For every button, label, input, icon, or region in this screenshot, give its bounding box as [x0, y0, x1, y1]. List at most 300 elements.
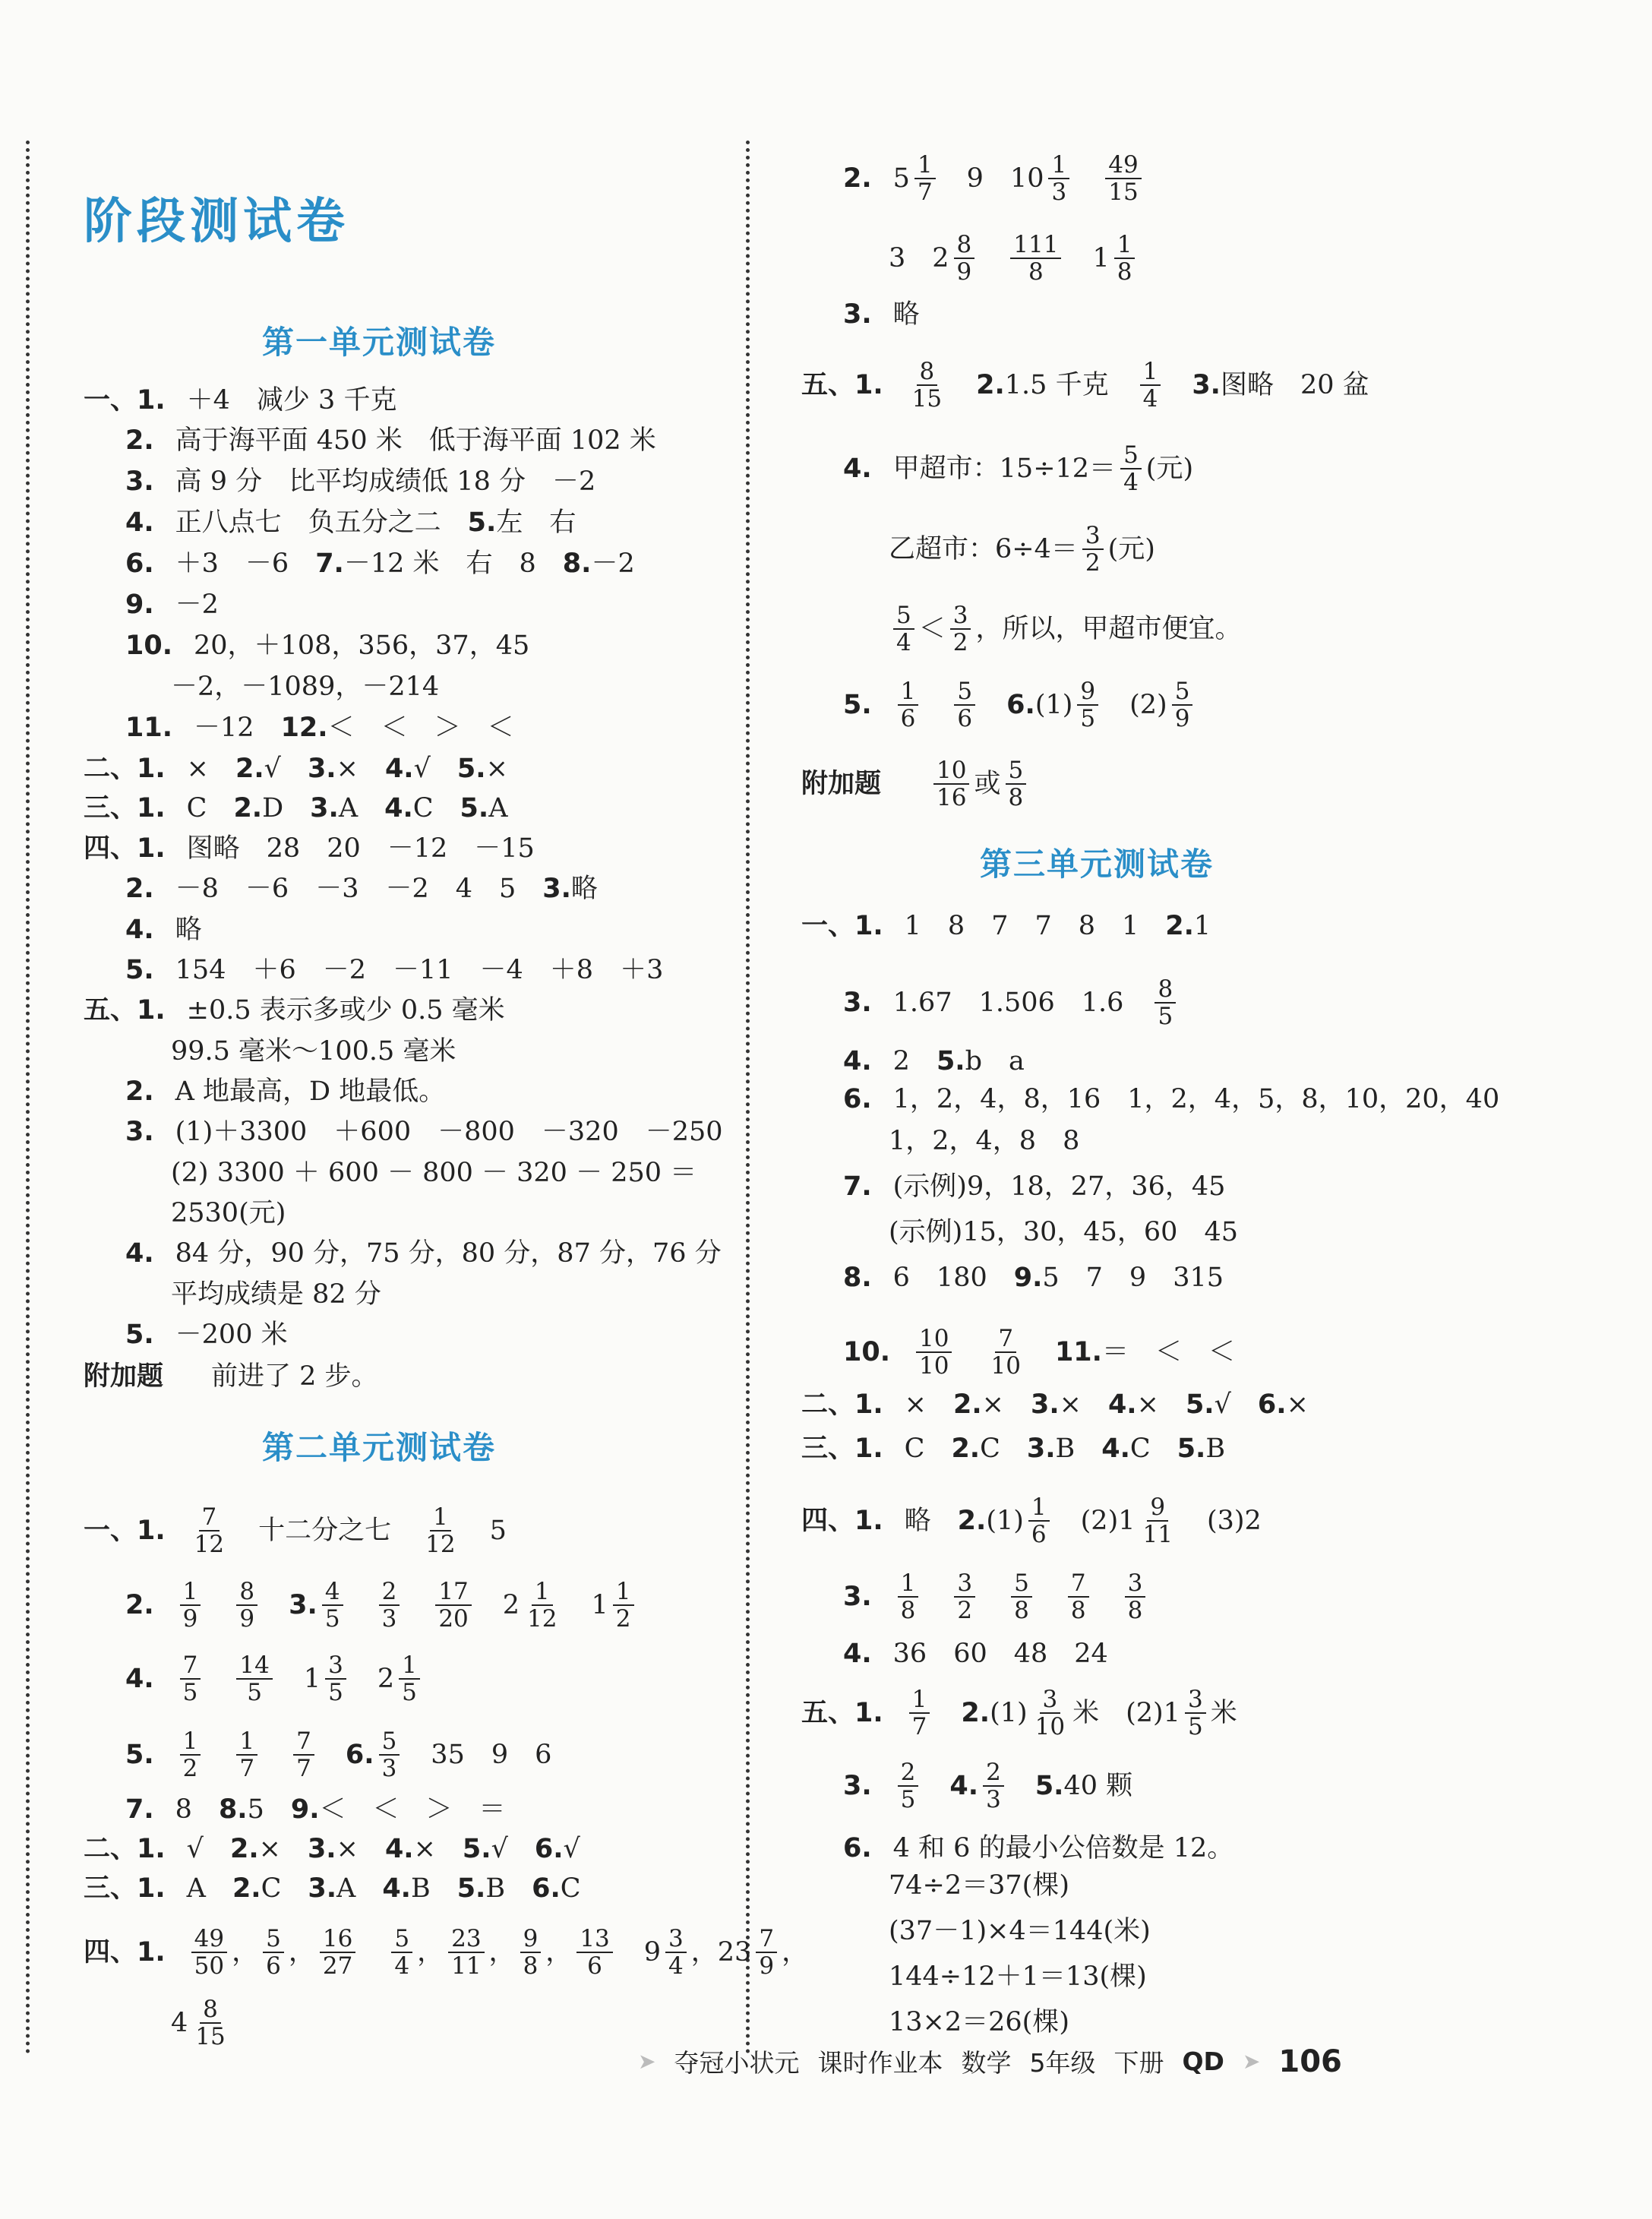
- question-number: 4.: [843, 1046, 872, 1076]
- answer-text: [1165, 368, 1192, 402]
- answer-text: [979, 242, 1006, 275]
- question-number: 三、1.: [84, 793, 166, 823]
- answer-text: √: [186, 1834, 230, 1864]
- answer-text: 正八点七 负五分之二: [175, 507, 468, 538]
- answer-line-u3-5-6e: [889, 2006, 1069, 2039]
- answer-text: ×: [258, 1834, 308, 1864]
- answer-line-u1-5-3b: [171, 1156, 696, 1190]
- answer-text: ＝ ＜ ＜: [1101, 1337, 1235, 1367]
- fraction: $\frac{1}{2}$: [180, 1728, 201, 1781]
- answer-text: (1)＋3300 ＋600 －800 －320 －250: [175, 1117, 723, 1147]
- question-number: 3.: [125, 1117, 154, 1147]
- footer-book: 课时作业本: [817, 2048, 943, 2078]
- question-number: 5.: [460, 793, 489, 823]
- fraction: $\frac{1}{6}$: [898, 678, 919, 732]
- question-number: 2.: [951, 1433, 981, 1464]
- answer-line-u3-1-1: [801, 909, 1211, 943]
- answer-text: B: [485, 1873, 532, 1904]
- question-number: 3.: [843, 1582, 872, 1612]
- answer-text: ×: [336, 1834, 385, 1864]
- question-number: 2.: [957, 1506, 987, 1536]
- answer-text: ，所以，甲超市便宜。: [975, 614, 1242, 644]
- answer-line-u1-1-3: [125, 465, 595, 498]
- answer-text: 1: [564, 1590, 608, 1620]
- question-number: 6.: [532, 1873, 561, 1904]
- answer-text: b a: [965, 1046, 1025, 1076]
- answer-line-u1-5-5: [125, 1318, 288, 1351]
- answer-text: 5: [892, 163, 910, 194]
- center-divider-dots: [746, 141, 750, 2055]
- fraction: $\frac{3}{8}$: [1125, 1570, 1146, 1623]
- question-number: 3.: [308, 1873, 337, 1904]
- answer-text: (示例)9，18，27，36，45: [892, 1171, 1226, 1202]
- question-number: 2.: [125, 1590, 154, 1620]
- question-number: 9.: [125, 590, 154, 620]
- answer-text: C: [904, 1433, 952, 1464]
- question-number: 9.: [1013, 1263, 1043, 1293]
- answer-line-u1-5-3c: [171, 1196, 286, 1230]
- question-number: 2.: [233, 793, 263, 823]
- answer-text: 1，2，4，8 8: [889, 1126, 1080, 1156]
- answer-line-u3-4-1: [801, 1494, 1262, 1547]
- answer-text: (2) 3300 ＋ 600 － 800 － 320 － 250 ＝: [171, 1158, 697, 1188]
- answer-text: 1 8 7 7 8 1: [904, 911, 1166, 941]
- fraction: $\frac{14}{5}$: [236, 1652, 272, 1705]
- answer-text: 米: [1210, 1698, 1237, 1728]
- answer-line-u3-5-6c: [889, 1914, 1151, 1948]
- answer-text: √: [563, 1834, 580, 1864]
- question-number: 6.: [843, 1833, 872, 1863]
- answer-text: (元): [1107, 534, 1155, 564]
- answer-text: [1074, 162, 1101, 195]
- answer-line-u3-5-6b: [889, 1869, 1069, 1902]
- answer-text: [348, 1588, 374, 1622]
- answer-text: C: [980, 1433, 1027, 1464]
- fraction: $\frac{5}{3}$: [379, 1728, 400, 1781]
- question-number: 4.: [125, 507, 154, 538]
- fraction: $\frac{1}{12}$: [527, 1578, 558, 1633]
- answer-text: 154 ＋6 －2 －11 －4 ＋8 ＋3: [175, 955, 664, 985]
- answer-line-u2-1-2: [125, 1579, 639, 1632]
- question-number: 4.: [382, 1873, 411, 1904]
- fraction: $\frac{5}{4}$: [1120, 442, 1142, 495]
- question-number: 二、1.: [801, 1389, 883, 1420]
- question-number: 4.: [1101, 1433, 1130, 1464]
- question-number: 2.: [976, 370, 1005, 400]
- answer-text: 84 分，90 分，75 分，80 分，87 分，76 分: [175, 1238, 722, 1269]
- answer-text: ，: [232, 1937, 259, 1968]
- fraction: $\frac{1}{8}$: [1114, 232, 1136, 285]
- answer-line-u3-1-10: [843, 1326, 1235, 1379]
- answer-line-u1-4-2: [125, 872, 598, 906]
- answer-line-u3-1-8: [843, 1261, 1224, 1294]
- answer-text: ×: [485, 754, 508, 784]
- answer-text: 5 7 9 315: [1042, 1263, 1224, 1293]
- answer-line-u3-5-6: [843, 1832, 1233, 1865]
- answer-line-u2-5-4c: [889, 602, 1242, 656]
- answer-text: 2: [350, 1664, 395, 1694]
- fraction: $\frac{1}{4}$: [1140, 359, 1161, 412]
- answer-text: (2)1: [1053, 1506, 1136, 1536]
- fraction: $\frac{5}{6}$: [954, 678, 975, 732]
- answer-line-u1-5-3: [125, 1115, 723, 1149]
- question-number: 3.: [125, 466, 154, 497]
- answer-text: －12: [194, 713, 281, 743]
- answer-text: 略: [904, 1506, 958, 1536]
- answer-text: －200 米: [175, 1320, 288, 1350]
- answer-text: 144÷12＋1＝13(棵): [889, 1961, 1147, 1992]
- question-number: 3.: [843, 988, 872, 1018]
- question-number: 6.: [843, 1084, 872, 1114]
- answer-line-u3-5-6d: [889, 1960, 1147, 1993]
- answer-text: 甲超市：15÷12＝: [892, 454, 1117, 484]
- answer-line-u2-5-1: [801, 359, 1369, 412]
- fraction: $\frac{3}{5}$: [1185, 1686, 1206, 1740]
- answer-text: [262, 1588, 289, 1622]
- question-number: 四、1.: [801, 1506, 883, 1536]
- arrow-icon: ➤: [1242, 2049, 1261, 2074]
- question-number: 8.: [843, 1263, 872, 1293]
- question-number: 4.: [125, 1664, 154, 1694]
- answer-text: －2: [591, 548, 635, 579]
- answer-line-u3-1-6b: [889, 1124, 1079, 1158]
- answer-text: [1094, 1580, 1120, 1614]
- answer-line-u2-4-2b: [889, 232, 1139, 285]
- answer-text: [934, 1696, 961, 1730]
- answer-text: ×: [186, 754, 235, 784]
- answer-text: ×: [413, 1834, 463, 1864]
- footer-edition: QD: [1182, 2047, 1224, 2076]
- answer-text: ×: [981, 1389, 1031, 1420]
- answer-text: [956, 1336, 983, 1369]
- fraction: $\frac{10}{16}$: [933, 757, 969, 811]
- answer-text: 1.5 千克: [1004, 370, 1136, 400]
- fraction: $\frac{1}{7}$: [909, 1686, 930, 1740]
- answer-text: 4: [171, 2008, 188, 2038]
- fraction: $\frac{8}{9}$: [236, 1579, 257, 1632]
- fraction: $\frac{5}{8}$: [1006, 757, 1027, 811]
- answer-line-u1-5-4: [125, 1237, 722, 1270]
- answer-text: [1037, 1580, 1063, 1614]
- unit-3-title: 第三单元测试卷: [980, 846, 1215, 883]
- answer-line-u3-2: [801, 1388, 1309, 1421]
- footer-brand: 夺冠小状元: [674, 2048, 800, 2078]
- answer-text: [1028, 1336, 1055, 1369]
- fraction: $\frac{5}{4}$: [391, 1926, 412, 1979]
- answer-text: [902, 767, 929, 801]
- fraction: $\frac{8}{9}$: [954, 232, 975, 285]
- question-number: 5.: [1185, 1389, 1215, 1420]
- answer-text: ，: [417, 1937, 444, 1968]
- fraction: $\frac{13}{6}$: [576, 1926, 612, 1979]
- answer-text: 13×2＝26(棵): [889, 2007, 1069, 2037]
- answer-line-u2-1-7: [125, 1793, 506, 1826]
- answer-line-u2-5-5: [843, 678, 1197, 732]
- answer-text: (37－1)×4＝144(米): [889, 1916, 1151, 1946]
- question-number: 7.: [315, 548, 344, 579]
- answer-text: 9 10: [940, 163, 1044, 194]
- answer-text: 平均成绩是 82 分: [171, 1279, 381, 1310]
- question-number: 2.: [232, 1873, 261, 1904]
- question-number: 附加题: [801, 769, 882, 799]
- answer-text: 略: [175, 915, 202, 945]
- question-number: 5.: [125, 1740, 154, 1770]
- answer-text: 8: [175, 1794, 219, 1825]
- answer-text: [949, 368, 976, 402]
- question-number: 4.: [125, 915, 154, 945]
- answer-text: 或: [974, 769, 1001, 799]
- answer-text: 乙超市：6÷4＝: [889, 534, 1078, 564]
- fraction: $\frac{1}{3}$: [1048, 152, 1069, 205]
- answer-text: [923, 1580, 949, 1614]
- answer-text: [205, 1738, 232, 1772]
- answer-text: 2530(元): [171, 1198, 286, 1228]
- question-number: 6.: [345, 1740, 374, 1770]
- question-number: 2.: [125, 874, 154, 904]
- question-number: 8.: [562, 548, 592, 579]
- answer-text: －2: [175, 590, 219, 620]
- answer-text: 图略 28 20 －12 －15: [186, 833, 535, 864]
- answer-text: A: [488, 793, 508, 823]
- question-number: 5.: [462, 1834, 491, 1864]
- answer-text: 20，＋108，356，37，45: [194, 631, 530, 661]
- question-number: 2.: [235, 754, 264, 784]
- question-number: 4.: [384, 793, 413, 823]
- fraction: $\frac{7}{7}$: [293, 1728, 314, 1781]
- fraction: $\frac{5}{4}$: [893, 602, 914, 656]
- question-number: 五、1.: [801, 370, 883, 400]
- answer-text: 略: [570, 874, 598, 904]
- question-number: 2.: [125, 1076, 154, 1107]
- fraction: $\frac{3}{2}$: [950, 602, 971, 656]
- answer-text: ，23: [690, 1937, 752, 1968]
- answer-text: [980, 1580, 1006, 1614]
- answer-line-u3-4-4: [843, 1637, 1108, 1671]
- answer-text: (元): [1145, 454, 1194, 484]
- fraction: $\frac{8}{15}$: [911, 358, 943, 413]
- answer-text: B: [410, 1873, 457, 1904]
- fraction: $\frac{7}{10}$: [990, 1325, 1021, 1380]
- answer-text: ×: [1136, 1389, 1186, 1420]
- fraction: $\frac{7}{9}$: [756, 1926, 777, 1979]
- answer-line-u2-4-2: [843, 152, 1146, 205]
- answer-text: 十二分之七: [232, 1516, 419, 1546]
- fraction: $\frac{8}{5}$: [1155, 976, 1176, 1029]
- answer-line-u1-2: [84, 752, 508, 786]
- answer-text: [923, 688, 949, 722]
- answer-text: [319, 1738, 346, 1772]
- fraction: $\frac{3}{4}$: [665, 1926, 687, 1979]
- answer-line-u1-5-1b: [171, 1035, 456, 1068]
- answer-text: ，: [782, 1937, 809, 1968]
- answer-text: C: [1129, 1433, 1177, 1464]
- answer-text: 9: [617, 1937, 662, 1968]
- fraction: $\frac{9}{8}$: [520, 1926, 542, 1979]
- fraction: $\frac{1}{8}$: [898, 1570, 919, 1623]
- answer-text: 图略 20 盆: [1220, 370, 1369, 400]
- answer-text: －8 －6 －3 －2 4 5: [175, 874, 543, 904]
- fraction: $\frac{2}{3}$: [379, 1579, 400, 1632]
- unit-2-title: 第二单元测试卷: [262, 1429, 497, 1466]
- answer-line-u3-4-3: [843, 1570, 1150, 1623]
- answer-line-u1-5-1: [84, 994, 505, 1027]
- question-number: 5.: [1034, 1771, 1064, 1801]
- answer-line-u2-1-5: [125, 1728, 551, 1781]
- fraction: $\frac{5}{9}$: [1172, 678, 1193, 732]
- question-number: 3.: [307, 1834, 336, 1864]
- answer-line-u3-3: [801, 1432, 1225, 1465]
- fraction: $\frac{49}{15}$: [1105, 152, 1141, 205]
- answer-text: √: [1214, 1389, 1258, 1420]
- fraction: $\frac{1}{7}$: [914, 152, 936, 205]
- page-title: 阶段测试卷: [84, 194, 349, 250]
- question-number: 2.: [125, 425, 154, 456]
- answer-text: ＋3 －6: [175, 548, 316, 579]
- answer-text: [360, 1936, 387, 1969]
- question-number: 五、1.: [801, 1698, 883, 1728]
- answer-line-u1-1-6: [125, 547, 635, 580]
- answer-text: ×: [1286, 1389, 1309, 1420]
- answer-text: (1): [986, 1506, 1024, 1536]
- fraction: $\frac{1}{2}$: [613, 1579, 634, 1632]
- question-number: 6.: [1257, 1389, 1287, 1420]
- answer-text: 高于海平面 450 米 低于海平面 102 米: [175, 425, 656, 456]
- answer-text: ，: [488, 1937, 516, 1968]
- arrow-icon: ➤: [638, 2049, 656, 2074]
- fraction: $\frac{3}{10}$: [1034, 1686, 1066, 1740]
- question-number: 5.: [456, 1873, 486, 1904]
- fraction: $\frac{1}{12}$: [425, 1503, 456, 1558]
- fraction: $\frac{2}{5}$: [898, 1759, 919, 1813]
- question-number: 11.: [1054, 1337, 1102, 1367]
- question-number: 5.: [456, 754, 486, 784]
- fraction: $\frac{3}{2}$: [954, 1570, 975, 1623]
- answer-line-u3-1-7b: [889, 1215, 1238, 1249]
- question-number: 2.: [952, 1389, 982, 1420]
- answer-line-u1-5-2: [125, 1075, 445, 1108]
- question-number: 3.: [843, 1771, 872, 1801]
- fraction: $\frac{3}{2}$: [1082, 523, 1104, 576]
- answer-text: 左 右: [496, 507, 576, 538]
- answer-text: C: [412, 793, 460, 823]
- question-number: 4.: [949, 1771, 979, 1801]
- answer-text: 1: [1066, 243, 1110, 273]
- answer-text: 前进了 2 步。: [185, 1361, 378, 1392]
- answer-text: －12 米 右 8: [343, 548, 563, 579]
- question-number: 4.: [1107, 1389, 1137, 1420]
- answer-text: 40 颗: [1063, 1771, 1133, 1801]
- question-number: 3.: [289, 1590, 317, 1620]
- answer-line-u2-1-4: [125, 1652, 425, 1705]
- answer-line-u1-1-1: [84, 384, 396, 417]
- answer-line-u1-1-2: [125, 424, 656, 457]
- answer-text: ×: [336, 754, 385, 784]
- answer-text: B: [1055, 1433, 1102, 1464]
- answer-text: 米 (2)1: [1072, 1698, 1180, 1728]
- answer-line-u1-3: [84, 792, 507, 825]
- answer-text: A: [338, 793, 385, 823]
- fraction: $\frac{2}{3}$: [983, 1759, 1004, 1813]
- answer-line-u3-1-7: [843, 1170, 1225, 1203]
- question-number: 12.: [280, 713, 328, 743]
- answer-text: [404, 1588, 431, 1622]
- answer-text: 2: [892, 1046, 937, 1076]
- answer-line-u1-extra: [84, 1360, 378, 1393]
- fraction: $\frac{4}{5}$: [322, 1579, 343, 1632]
- answer-line-u1-1-10: [125, 629, 529, 662]
- answer-text: 35 9 6: [404, 1740, 552, 1770]
- question-number: 2.: [961, 1698, 990, 1728]
- question-number: 一、1.: [801, 911, 883, 941]
- answer-text: 3 2: [889, 243, 949, 273]
- answer-line-u3-1-3: [843, 976, 1180, 1029]
- question-number: 10.: [125, 631, 173, 661]
- question-number: 4.: [125, 1238, 154, 1269]
- page-footer: [638, 2044, 1342, 2079]
- answer-text: 36 60 48 24: [892, 1639, 1108, 1669]
- question-number: 11.: [125, 713, 173, 743]
- answer-text: √: [264, 754, 308, 784]
- fraction: $\frac{3}{5}$: [325, 1652, 346, 1705]
- question-number: 9.: [290, 1794, 320, 1825]
- question-number: 5.: [843, 690, 872, 720]
- question-number: 7.: [125, 1794, 154, 1825]
- answer-line-u3-1-4: [843, 1045, 1025, 1078]
- left-binding-dots: [26, 141, 30, 2055]
- question-number: 5.: [467, 507, 497, 538]
- question-number: 附加题: [84, 1361, 164, 1392]
- footer-grade: 5年级: [1029, 2048, 1096, 2078]
- fraction: $\frac{5}{8}$: [1011, 1570, 1032, 1623]
- answer-line-u1-4-5: [125, 953, 663, 987]
- answer-line-u1-1-10b: [171, 670, 439, 703]
- answer-line-u2-4-3: [843, 298, 920, 331]
- question-number: 三、1.: [84, 1873, 166, 1904]
- answer-text: C: [186, 793, 234, 823]
- question-number: 2.: [229, 1834, 259, 1864]
- question-number: 五、1.: [84, 995, 166, 1026]
- answer-line-u1-5-4b: [171, 1278, 381, 1311]
- answer-line-u2-1-1: [84, 1504, 507, 1557]
- answer-line-u1-1-11: [125, 711, 514, 744]
- answer-line-u1-4-4: [125, 913, 202, 947]
- question-number: 3.: [310, 793, 339, 823]
- answer-text: (3)2: [1180, 1506, 1262, 1536]
- fraction: $\frac{1}{7}$: [236, 1728, 257, 1781]
- question-number: 3.: [1030, 1389, 1060, 1420]
- answer-text: ＋4 减少 3 千克: [186, 385, 397, 416]
- question-number: 3.: [542, 874, 571, 904]
- answer-text: ×: [1059, 1389, 1108, 1420]
- answer-text: 1: [1193, 911, 1211, 941]
- question-number: 3.: [307, 754, 336, 784]
- page-number: 106: [1278, 2044, 1342, 2079]
- answer-text: 74÷2＝37(棵): [889, 1870, 1069, 1901]
- answer-text: (1): [990, 1698, 1028, 1728]
- fraction: $\frac{8}{15}$: [195, 1996, 226, 2050]
- answer-line-u3-5-1: [801, 1686, 1237, 1740]
- fraction: $\frac{5}{6}$: [263, 1926, 284, 1979]
- question-number: 8.: [218, 1794, 248, 1825]
- question-number: 一、1.: [84, 1516, 166, 1546]
- answer-line-u3-5-3: [843, 1759, 1132, 1813]
- question-number: 二、1.: [84, 754, 166, 784]
- question-number: 6.: [534, 1834, 564, 1864]
- answer-line-u3-1-6: [843, 1083, 1499, 1116]
- answer-text: ±0.5 表示多或少 0.5 毫米: [186, 995, 505, 1026]
- answer-line-u1-1-4: [125, 506, 576, 539]
- answer-text: 1，2，4，8，16 1，2，4，5，8，10，20，40: [892, 1084, 1500, 1114]
